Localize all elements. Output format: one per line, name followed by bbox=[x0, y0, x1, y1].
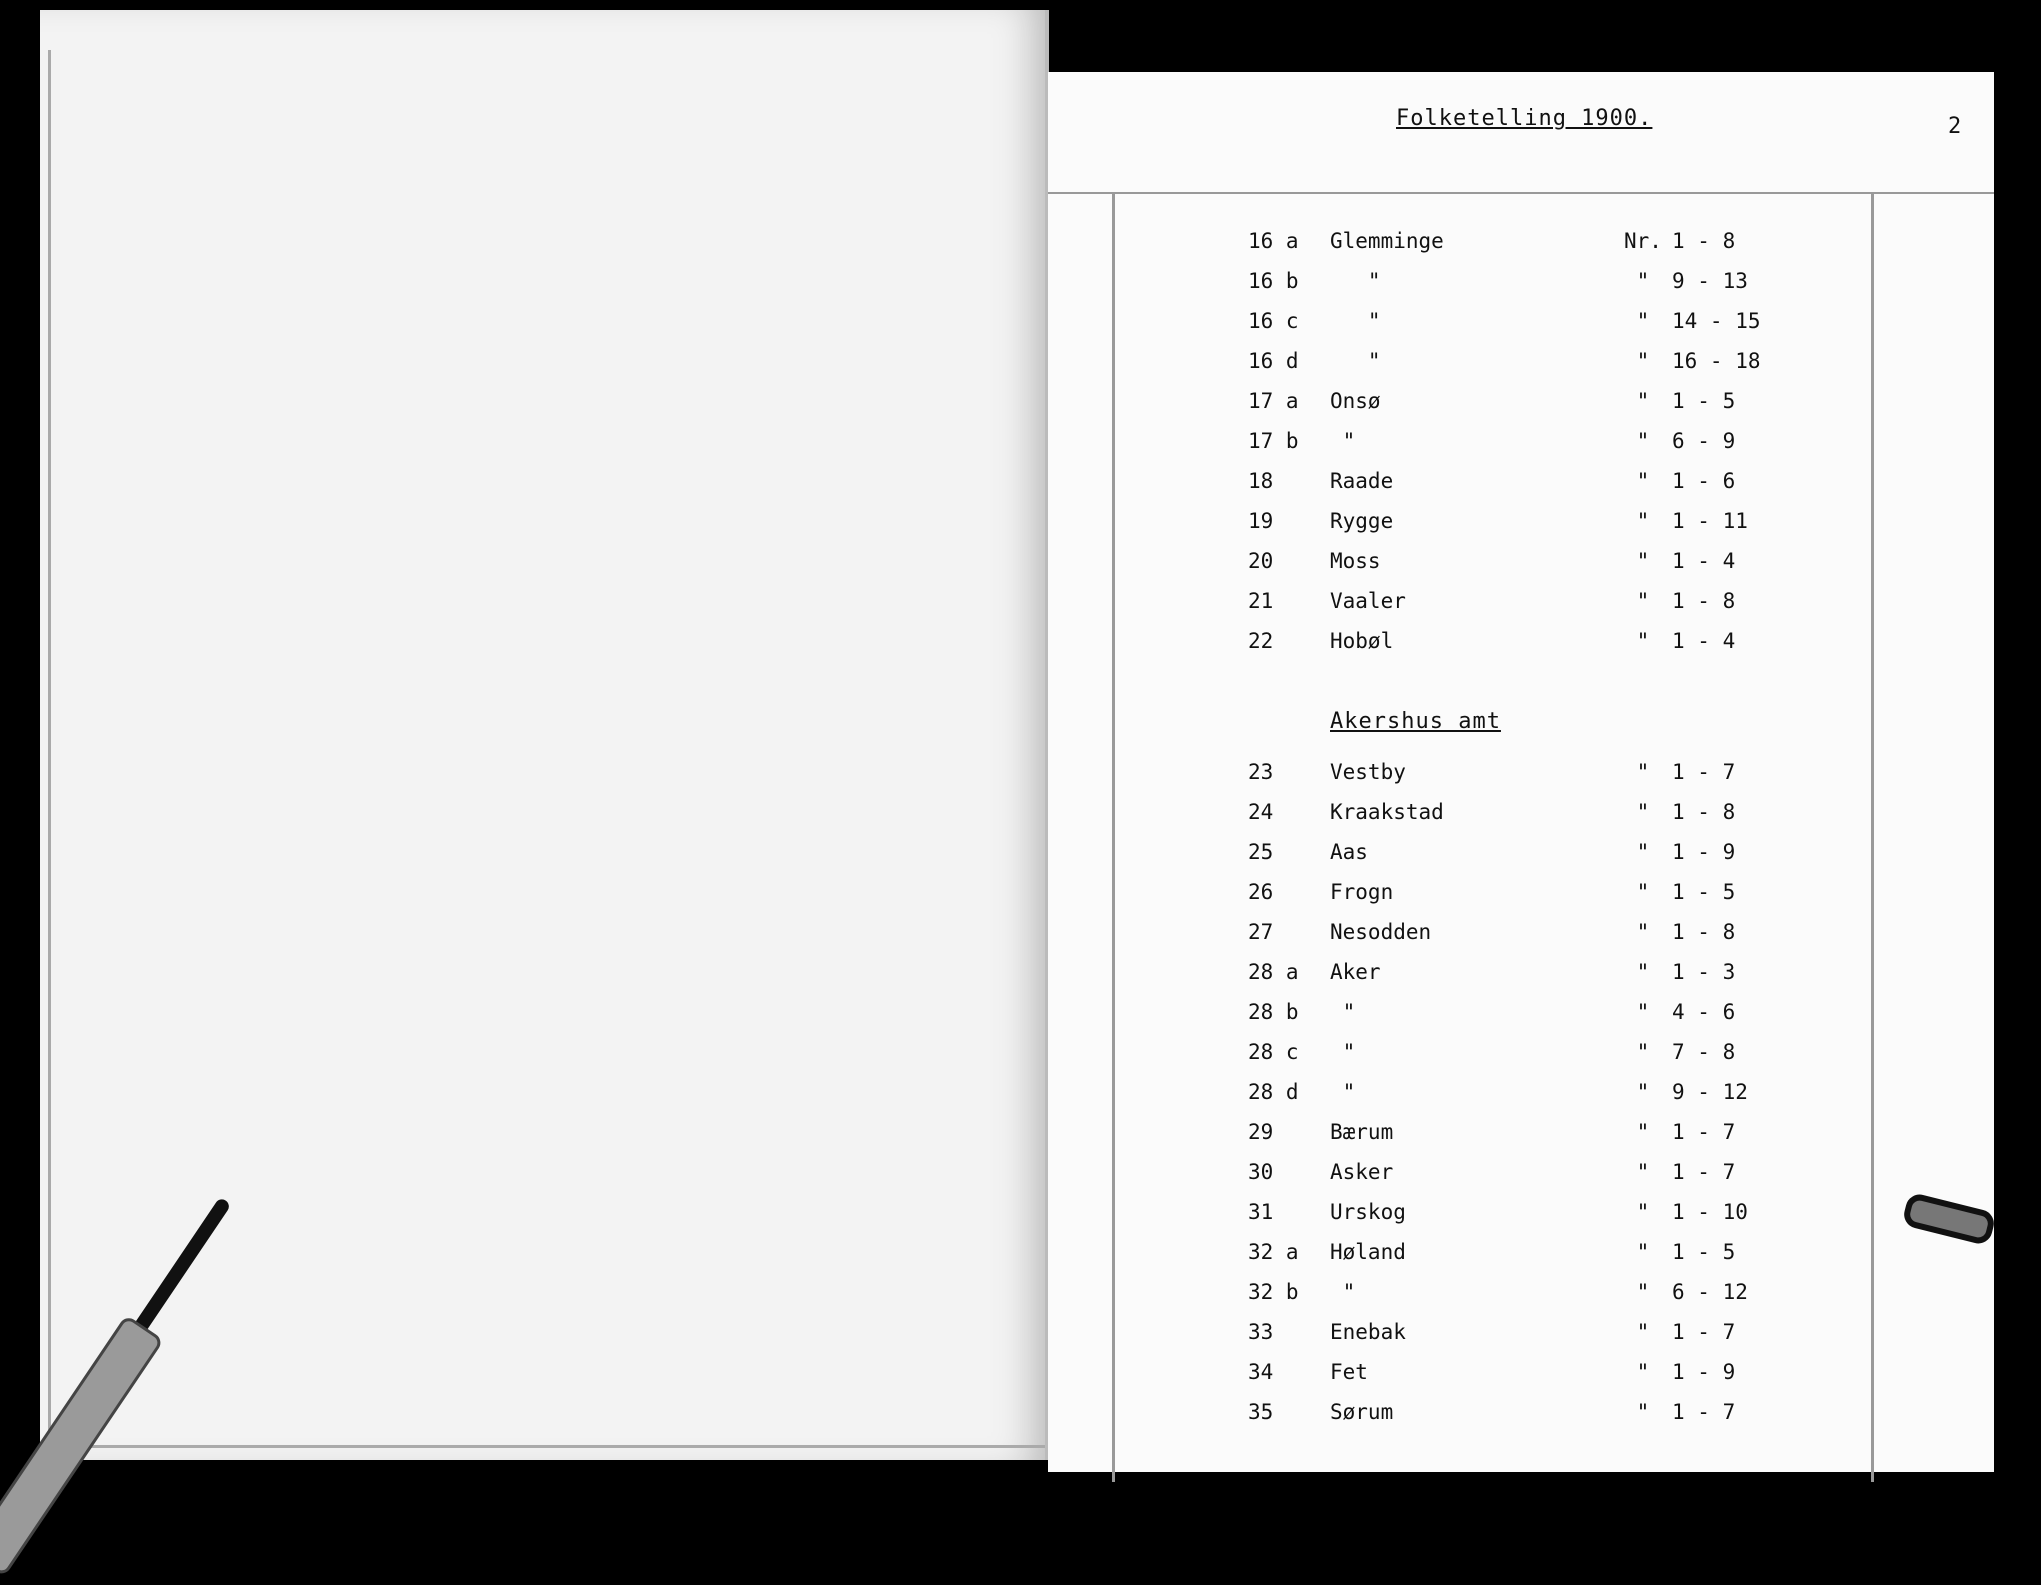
list-item bbox=[1048, 960, 1994, 994]
entry-nr: " bbox=[1624, 1000, 1650, 1024]
entry-place: Aas bbox=[1330, 840, 1368, 864]
entry-place: Aker bbox=[1330, 960, 1381, 984]
section-heading: Akershus amt bbox=[1330, 709, 1501, 734]
entry-range: 1 - 9 bbox=[1672, 1360, 1736, 1384]
entry-number: 34 bbox=[1248, 1360, 1274, 1384]
entry-place: " bbox=[1330, 349, 1381, 373]
entry-place: Nesodden bbox=[1330, 920, 1432, 944]
entry-number: 17 b bbox=[1248, 429, 1299, 453]
entry-nr: " bbox=[1624, 269, 1650, 293]
entry-place: Raade bbox=[1330, 469, 1394, 493]
entry-range: 1 - 7 bbox=[1672, 760, 1736, 784]
entry-range: 9 - 12 bbox=[1672, 1080, 1748, 1104]
list-item bbox=[1048, 1120, 1994, 1154]
list-item bbox=[1048, 1240, 1994, 1274]
list-item bbox=[1048, 349, 1994, 383]
page-bottom-edge bbox=[40, 1445, 1045, 1448]
entry-range: 1 - 7 bbox=[1672, 1320, 1736, 1344]
entry-range: 1 - 8 bbox=[1672, 589, 1736, 613]
entry-place: Rygge bbox=[1330, 509, 1394, 533]
entry-range: 1 - 5 bbox=[1672, 389, 1736, 413]
entry-number: 28 b bbox=[1248, 1000, 1299, 1024]
entry-place: " bbox=[1330, 1080, 1356, 1104]
entry-place: " bbox=[1330, 269, 1381, 293]
list-item bbox=[1048, 229, 1994, 263]
list-item bbox=[1048, 1400, 1994, 1434]
entry-number: 32 a bbox=[1248, 1240, 1299, 1264]
entry-nr: " bbox=[1624, 389, 1650, 413]
entry-range: 1 - 8 bbox=[1672, 800, 1736, 824]
list-item bbox=[1048, 840, 1994, 874]
entry-nr: " bbox=[1624, 589, 1650, 613]
entry-number: 28 c bbox=[1248, 1040, 1299, 1064]
entry-range: 1 - 4 bbox=[1672, 549, 1736, 573]
entry-number: 20 bbox=[1248, 549, 1274, 573]
entry-number: 35 bbox=[1248, 1400, 1274, 1424]
entry-nr: " bbox=[1624, 1200, 1650, 1224]
entry-nr: " bbox=[1624, 429, 1650, 453]
list-item bbox=[1048, 269, 1994, 303]
entry-number: 24 bbox=[1248, 800, 1274, 824]
entry-range: 14 - 15 bbox=[1672, 309, 1761, 333]
entry-range: 9 - 13 bbox=[1672, 269, 1748, 293]
entry-place: Glemminge bbox=[1330, 229, 1444, 253]
entry-nr: " bbox=[1624, 920, 1650, 944]
entry-nr: " bbox=[1624, 1040, 1650, 1064]
entry-nr: " bbox=[1624, 1160, 1650, 1184]
list-item bbox=[1048, 1000, 1994, 1034]
list-item bbox=[1048, 589, 1994, 623]
entry-number: 28 a bbox=[1248, 960, 1299, 984]
entry-nr: " bbox=[1624, 800, 1650, 824]
entry-place: Høland bbox=[1330, 1240, 1406, 1264]
entry-place: Urskog bbox=[1330, 1200, 1406, 1224]
entry-range: 1 - 8 bbox=[1672, 920, 1736, 944]
entry-number: 30 bbox=[1248, 1160, 1274, 1184]
entry-number: 18 bbox=[1248, 469, 1274, 493]
entry-place: Frogn bbox=[1330, 880, 1394, 904]
list-item bbox=[1048, 429, 1994, 463]
entry-number: 31 bbox=[1248, 1200, 1274, 1224]
bleedthrough-shadow bbox=[460, 290, 980, 1410]
entry-nr: " bbox=[1624, 1360, 1650, 1384]
entry-number: 27 bbox=[1248, 920, 1274, 944]
entry-nr: Nr. bbox=[1624, 229, 1662, 253]
entry-nr: " bbox=[1624, 880, 1650, 904]
entry-nr: " bbox=[1624, 309, 1650, 333]
list-item bbox=[1048, 509, 1994, 543]
entry-nr: " bbox=[1624, 469, 1650, 493]
page-number: 2 bbox=[1948, 114, 1962, 139]
list-item bbox=[1048, 1280, 1994, 1314]
entry-nr: " bbox=[1624, 1240, 1650, 1264]
entry-place: Sørum bbox=[1330, 1400, 1394, 1424]
entry-nr: " bbox=[1624, 349, 1650, 373]
entry-number: 19 bbox=[1248, 509, 1274, 533]
right-page bbox=[1048, 72, 1994, 1472]
entry-nr: " bbox=[1624, 1400, 1650, 1424]
entry-number: 16 b bbox=[1248, 269, 1299, 293]
entry-number: 16 a bbox=[1248, 229, 1299, 253]
list-item bbox=[1048, 760, 1994, 794]
entry-place: " bbox=[1330, 429, 1356, 453]
entry-number: 29 bbox=[1248, 1120, 1274, 1144]
entry-place: Enebak bbox=[1330, 1320, 1406, 1344]
entry-range: 1 - 6 bbox=[1672, 469, 1736, 493]
entry-number: 17 a bbox=[1248, 389, 1299, 413]
page-title: Folketelling 1900. bbox=[1396, 106, 1653, 131]
entry-range: 6 - 9 bbox=[1672, 429, 1736, 453]
entry-nr: " bbox=[1624, 1120, 1650, 1144]
entry-place: " bbox=[1330, 1280, 1356, 1304]
entry-range: 1 - 5 bbox=[1672, 1240, 1736, 1264]
page-edge bbox=[48, 50, 51, 1440]
entry-place: Moss bbox=[1330, 549, 1381, 573]
entry-place: Kraakstad bbox=[1330, 800, 1444, 824]
entry-range: 1 - 10 bbox=[1672, 1200, 1748, 1224]
list-item bbox=[1048, 1320, 1994, 1354]
entry-nr: " bbox=[1624, 1320, 1650, 1344]
entry-range: 1 - 7 bbox=[1672, 1120, 1736, 1144]
entry-nr: " bbox=[1624, 509, 1650, 533]
entry-number: 21 bbox=[1248, 589, 1274, 613]
entry-range: 1 - 11 bbox=[1672, 509, 1748, 533]
list-item bbox=[1048, 469, 1994, 503]
entry-number: 25 bbox=[1248, 840, 1274, 864]
entry-number: 16 d bbox=[1248, 349, 1299, 373]
entry-nr: " bbox=[1624, 549, 1650, 573]
entry-number: 26 bbox=[1248, 880, 1274, 904]
entry-range: 16 - 18 bbox=[1672, 349, 1761, 373]
entry-place: Asker bbox=[1330, 1160, 1394, 1184]
entry-range: 1 - 5 bbox=[1672, 880, 1736, 904]
list-item bbox=[1048, 389, 1994, 423]
entry-place: Bærum bbox=[1330, 1120, 1394, 1144]
entry-range: 4 - 6 bbox=[1672, 1000, 1736, 1024]
entry-number: 33 bbox=[1248, 1320, 1274, 1344]
entry-nr: " bbox=[1624, 1080, 1650, 1104]
entry-place: Hobøl bbox=[1330, 629, 1394, 653]
entry-place: Fet bbox=[1330, 1360, 1368, 1384]
entry-number: 23 bbox=[1248, 760, 1274, 784]
list-item bbox=[1048, 1360, 1994, 1394]
list-item bbox=[1048, 1040, 1994, 1074]
entry-place: Onsø bbox=[1330, 389, 1381, 413]
entry-range: 1 - 7 bbox=[1672, 1160, 1736, 1184]
list-item bbox=[1048, 629, 1994, 663]
entry-range: 1 - 4 bbox=[1672, 629, 1736, 653]
list-item bbox=[1048, 1160, 1994, 1194]
entry-nr: " bbox=[1624, 1280, 1650, 1304]
entry-place: Vaaler bbox=[1330, 589, 1406, 613]
list-item bbox=[1048, 1200, 1994, 1234]
entry-number: 28 d bbox=[1248, 1080, 1299, 1104]
entry-range: 1 - 9 bbox=[1672, 840, 1736, 864]
entry-nr: " bbox=[1624, 760, 1650, 784]
entry-range: 1 - 3 bbox=[1672, 960, 1736, 984]
entry-nr: " bbox=[1624, 629, 1650, 653]
entry-number: 22 bbox=[1248, 629, 1274, 653]
entry-place: " bbox=[1330, 1040, 1356, 1064]
list-item bbox=[1048, 800, 1994, 834]
entry-range: 1 - 8 bbox=[1672, 229, 1736, 253]
entry-nr: " bbox=[1624, 840, 1650, 864]
list-item bbox=[1048, 1080, 1994, 1114]
entry-place: " bbox=[1330, 1000, 1356, 1024]
list-item bbox=[1048, 549, 1994, 583]
entry-number: 32 b bbox=[1248, 1280, 1299, 1304]
entry-nr: " bbox=[1624, 960, 1650, 984]
entry-place: Vestby bbox=[1330, 760, 1406, 784]
list-item bbox=[1048, 920, 1994, 954]
entry-range: 1 - 7 bbox=[1672, 1400, 1736, 1424]
list-item bbox=[1048, 309, 1994, 343]
entry-place: " bbox=[1330, 309, 1381, 333]
entry-number: 16 c bbox=[1248, 309, 1299, 333]
list-item bbox=[1048, 880, 1994, 914]
entry-range: 6 - 12 bbox=[1672, 1280, 1748, 1304]
entry-range: 7 - 8 bbox=[1672, 1040, 1736, 1064]
